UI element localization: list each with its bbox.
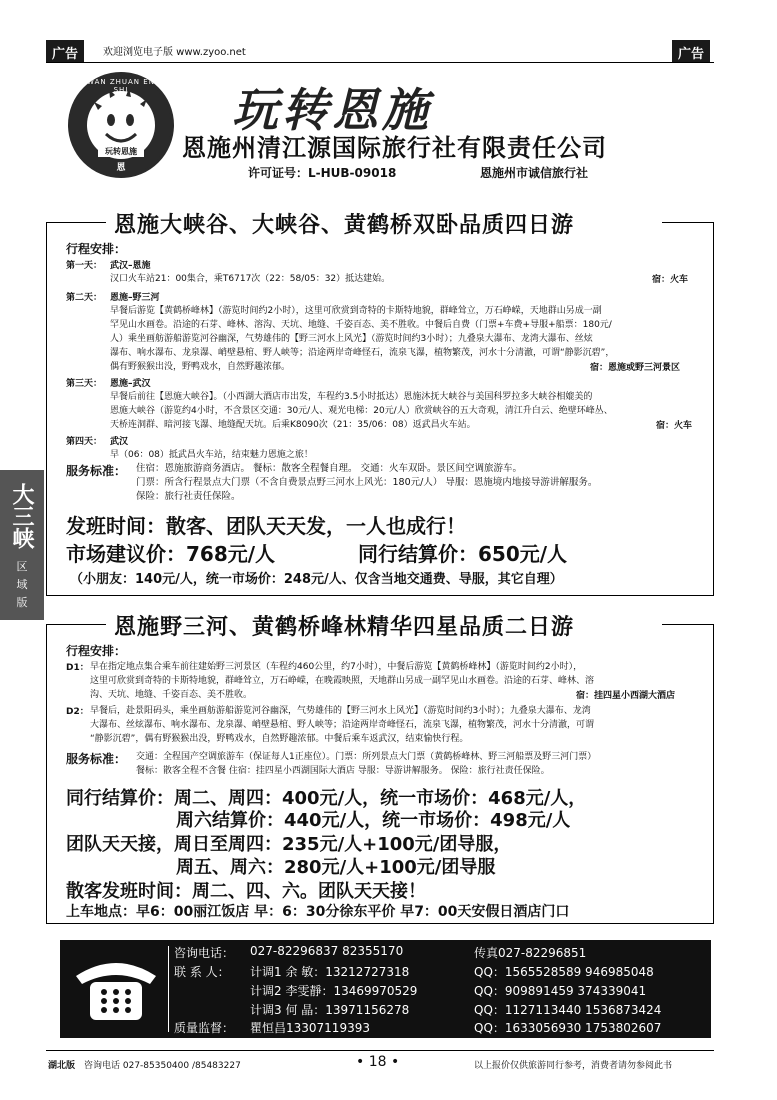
tour1-title-rule-left: [46, 222, 106, 223]
contact-qq-2: QQ：909891459 374339041: [474, 984, 647, 998]
contact-label-person: 联 系 人：: [174, 965, 230, 979]
ad-label-right: 广告: [672, 40, 710, 62]
tour1-peer-price: 同行结算价：650元/人: [358, 542, 568, 566]
tour1-day2-line: 早餐后游览【黄鹤桥峰林】（游览时间约2小时），这里可欣赏到奇特的卡斯特地貌，群峰耸立，万石峥嵘，天地群山另成一副: [110, 306, 602, 316]
tour2-d2-line: 早餐后，赴景阳码头，乘坐画舫游船游览河谷幽深，气势雄伟的【野三河水上风光】（游览时间约3小时）；九叠泉大瀑布、龙湾: [90, 706, 591, 716]
contact-person-3: 计调3 何 晶：13971156278: [250, 1003, 410, 1017]
tour1-market-price: 市场建议价：768元/人: [66, 542, 276, 566]
tour1-day4-route: 武汉: [110, 437, 129, 447]
tour2-schedule-label: 行程安排：: [66, 644, 127, 658]
tour1-title-rule-right: [662, 222, 714, 223]
footer-note: 以上报价仅供旅游同行参考，消费者请勿参阅此书: [474, 1061, 673, 1071]
side-sub-2: 域: [16, 578, 28, 591]
tour1-day3-line: 天桥连洞群、暗河接飞瀑、地缝配天坑。后乘K8090次（21：35/06：08）返武昌火车站。: [110, 420, 476, 430]
ad-label-left: 广告: [46, 40, 84, 62]
tour2-price-line: 同行结算价：周二、周四：400元/人，统一市场价：468元/人，: [66, 788, 587, 809]
tour2-d1-line: 这里可欣赏到奇特的卡斯特地貌，群峰耸立，万石峥嵘，在晚霞映照，天地群山另成一副罕见山水画卷。沿途的石芽、峰林、溶: [90, 676, 595, 686]
tour1-day4-label: 第四天：: [66, 437, 103, 447]
contact-person-2: 计调2 李雯靜：13469970529: [250, 984, 418, 998]
contact-qq-1: QQ：1565528589 946985048: [474, 965, 654, 979]
tour1-day3-line: 早餐后前往【恩施大峡谷】。（小西湖大酒店市出发，车程约3.5小时抵达）恩施沐抚大峡谷与美国科罗拉多大峡谷相媲美的: [110, 392, 593, 402]
brand-slogan: 玩转恩施: [232, 83, 432, 137]
tour2-price-line: 团队天天接，周日至周四：235元/人+100元/团导服，: [66, 834, 512, 855]
tour2-title-rule-left: [46, 624, 106, 625]
tour1-schedule-label: 行程安排：: [66, 242, 127, 256]
tour1-day1-stay: 宿：火车: [652, 275, 689, 285]
tour2-price-line: 周五、周六：280元/人+100元/团导服: [176, 857, 496, 878]
tour2-service-line: 餐标：散客全程不含餐 住宿：挂四星小西湖国际大酒店 导服：导游讲解服务。 保险：旅行社责任保险。: [136, 766, 550, 776]
tour2-title: 恩施野三河、黄鹤桥峰林精华四星品质二日游: [110, 610, 578, 641]
header-rule: [46, 62, 714, 63]
tour2-pickup-points: 上车地点：早6：00丽江饭店 早：6：30分徐东平价 早7：00天安假日酒店门口: [66, 904, 570, 920]
tour2-d2-label: D2：: [66, 707, 89, 717]
telephone-icon: [70, 954, 162, 1024]
tour2-d2-line: “静影沉碧”，偶有野猴猴出没，野鸭戏水，自然野趣浓郁。中餐后乘车返武汉，结束愉快行程。: [90, 734, 469, 744]
tour1-day3-line: 恩施大峡谷（游览约4小时，不含景区交通：30元/人、观光电梯：20元/人）欣赏峡谷的五大奇观，清江升白云、绝壁环峰丛、: [110, 406, 613, 416]
footer-rule: [46, 1050, 714, 1051]
license-number: 许可证号：L-HUB-09018: [248, 166, 397, 180]
contact-fax: 传真027-82296851: [474, 946, 587, 960]
tour2-d1-label: D1：: [66, 663, 89, 673]
contact-phone: 027-82296837 82355170: [250, 944, 404, 958]
side-title: 大三峡: [9, 483, 35, 549]
tour2-d1-line: 早在指定地点集合乘车前往建始野三河景区（车程约460公里，约7小时），中餐后游览【黄鹤桥峰林】（游览时间约2小时），: [90, 662, 583, 672]
tour1-day3-route: 恩施–武汉: [110, 379, 151, 389]
tour2-title-rule-right: [662, 624, 714, 625]
contact-person-1: 计调1 余 敏：13212727318: [250, 965, 410, 979]
contact-qq-3: QQ：1127113440 1536873424: [474, 1003, 662, 1017]
tour1-day2-stay: 宿：恩施或野三河景区: [590, 363, 681, 373]
tour2-d1-stay: 宿：挂四星小西湖大酒店: [576, 691, 676, 701]
contact-label-supervision: 质量监督：: [174, 1021, 235, 1035]
tour1-day2-line: 瀑布、响水瀑布、龙泉瀑、峭壁悬棺、野人峡等；沿途两岸奇峰怪石，流泉飞瀑，植物繁茂，河水十分清澈，可谓“静影沉碧”，: [110, 348, 615, 358]
tour1-departure: 发班时间：散客、团队天天发，一人也成行！: [66, 514, 466, 538]
footer-edition: 湖北版: [48, 1061, 76, 1071]
tour1-day1-line: 汉口火车站21：00集合，乘T6717次（22：58/05：32）抵达建始。: [110, 274, 391, 284]
tour1-day2-route: 恩施–野三河: [110, 293, 160, 303]
side-sub-1: 区: [16, 560, 28, 573]
tour1-day3-label: 第三天：: [66, 379, 103, 389]
tour2-d2-line: 大瀑布、丝炫瀑布、响水瀑布、龙泉瀑、峭壁悬棺、野人峡等；沿途两岸奇峰怪石，流泉飞瀑，植物繁茂，河水十分清澈，可谓: [90, 720, 595, 730]
tour1-day2-line: 人）乘坐画舫游船游览河谷幽深，气势雄伟的【野三河水上风光】（游览时间约3小时）；九叠泉大瀑布、龙湾大瀑布、丝炫: [110, 334, 593, 344]
contact-qq-4: QQ：1633056930 1753802607: [474, 1021, 662, 1035]
tour1-child-note: （小朋友：140元/人，统一市场价：248元/人、仅含当地交通费、导服，其它自理）: [70, 572, 563, 587]
tour1-service-line: 住宿：恩施旅游商务酒店。 餐标：散客全程餐自理。 交通：火车双卧。景区间空调旅游车。: [136, 463, 523, 474]
partner-agency: 恩施州市诚信旅行社: [480, 166, 589, 180]
company-logo: [68, 72, 174, 178]
contact-divider: [168, 946, 169, 1032]
tour1-day3-stay: 宿：火车: [656, 421, 693, 431]
tour2-service-label: 服务标准：: [66, 752, 127, 766]
tour1-day1-route: 武汉–恩施: [110, 261, 151, 271]
tour2-service-line: 交通：全程国产空调旅游车（保证每人1正座位）。门票：所列景点大门票（黄鹤桥峰林、野三河船票及野三河门票）: [136, 752, 597, 762]
contact-supervisor: 瞿恒昌13307119393: [250, 1021, 370, 1035]
page-number: • 18 •: [356, 1054, 400, 1070]
tour1-day2-line: 罕见山水画卷。沿途的石芽、峰林、溶沟、天坑、地缝、千姿百态、美不胜收。中餐后自费（门票+车费+导服+船票：180元/: [110, 320, 612, 330]
edition-side-tab: [0, 470, 44, 620]
welcome-text: 欢迎浏览电子版 www.zyoo.net: [103, 47, 246, 58]
footer-phone: 咨询电话 027-85350400 /85483227: [84, 1061, 241, 1071]
tour2-d1-line: 沟、天坑、地缝、千姿百态、美不胜收。: [90, 690, 253, 700]
tour1-day1-label: 第一天：: [66, 261, 103, 271]
tour1-day2-label: 第二天：: [66, 293, 103, 303]
logo-sub-text: 玩转恩施: [98, 146, 144, 157]
tour1-service-label: 服务标准：: [66, 464, 127, 478]
tour1-title: 恩施大峡谷、大峡谷、黄鹤桥双卧品质四日游: [110, 208, 578, 239]
logo-ring-text: WAN ZHUAN EN SHI: [87, 78, 155, 94]
tour2-price-line: 周六结算价：440元/人，统一市场价：498元/人: [176, 810, 571, 831]
tour1-day4-line: 早（06：08）抵武昌火车站，结束魅力恩施之旅！: [110, 450, 313, 460]
logo-seal: 恩: [116, 163, 126, 173]
tour1-service-line: 门票：所含行程景点大门票（不含自费景点野三河水上风光：180元/人） 导服：恩施境内地接导游讲解服务。: [136, 477, 598, 488]
tour1-service-line: 保险：旅行社责任保险。: [136, 491, 241, 502]
tour2-price-line: 散客发班时间：周二、四、六。团队天天接！: [66, 881, 426, 902]
company-name: 恩施州清江源国际旅行社有限责任公司: [182, 134, 607, 162]
tour1-day2-line: 偶有野猴猴出没，野鸭戏水，自然野趣浓郁。: [110, 362, 291, 372]
contact-label-phone: 咨询电话：: [174, 946, 235, 960]
contact-box: [60, 940, 711, 1038]
side-sub-3: 版: [16, 596, 28, 609]
